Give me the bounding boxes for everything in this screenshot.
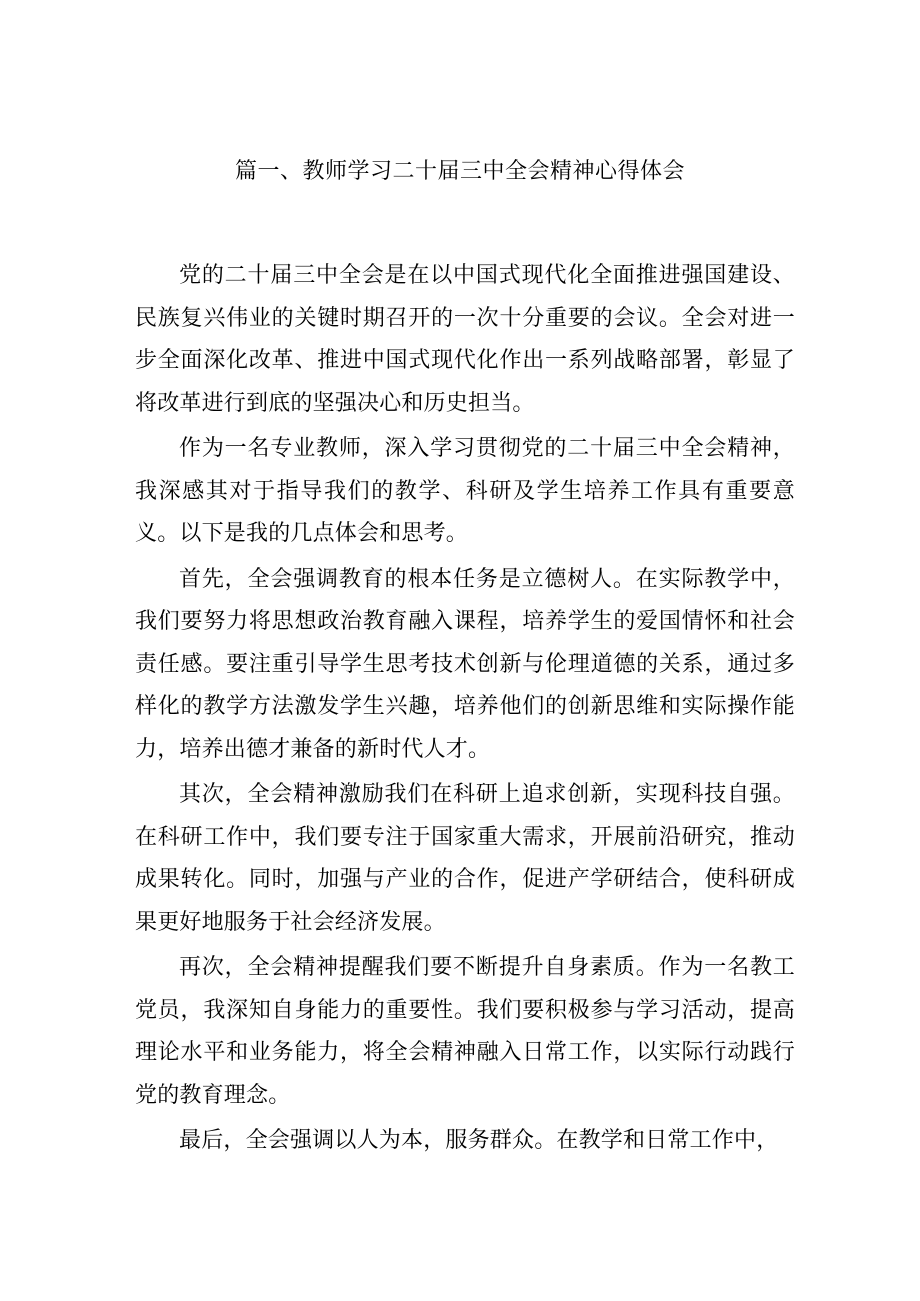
paragraph-1: 党的二十届三中全会是在以中国式现代化全面推进强国建设、民族复兴伟业的关键时期召开的一次十分重要的会议。全会对进一步全面深化改革、推进中国式现代化作出一系列战略部署，彰显了将改革进行到底的坚强决心和历史担当。 — [135, 263, 795, 416]
document-title: 篇一、教师学习二十届三中全会精神心得体会 — [234, 159, 685, 184]
paragraph-6: 最后，全会强调以人为本，服务群众。在教学和日常工作中， — [179, 1128, 779, 1153]
paragraph-4: 其次，全会精神激励我们在科研上追求创新，实现科技自强。在科研工作中，我们要专注于国家重大需求，开展前沿研究，推动成果转化。同时，加强与产业的合作，促进产学研结合，使科研成果更好地服务于社会经济发展。 — [135, 782, 795, 935]
paragraph-2: 作为一名专业教师，深入学习贯彻党的二十届三中全会精神，我深感其对于指导我们的教学、科研及学生培养工作具有重要意义。以下是我的几点体会和思考。 — [135, 436, 795, 546]
paragraph-5: 再次，全会精神提醒我们要不断提升自身素质。作为一名教工党员，我深知自身能力的重要性。我们要积极参与学习活动，提高理论水平和业务能力，将全会精神融入日常工作，以实际行动践行党的教育理念。 — [135, 955, 795, 1108]
document-body — [135, 255, 795, 1166]
paragraph-3: 首先，全会强调教育的根本任务是立德树人。在实际教学中，我们要努力将思想政治教育融入课程，培养学生的爱国情怀和社会责任感。要注重引导学生思考技术创新与伦理道德的关系，通过多样化的教学方法激发学生兴趣，培养他们的创新思维和实际操作能力，培养出德才兼备的新时代人才。 — [135, 566, 795, 762]
